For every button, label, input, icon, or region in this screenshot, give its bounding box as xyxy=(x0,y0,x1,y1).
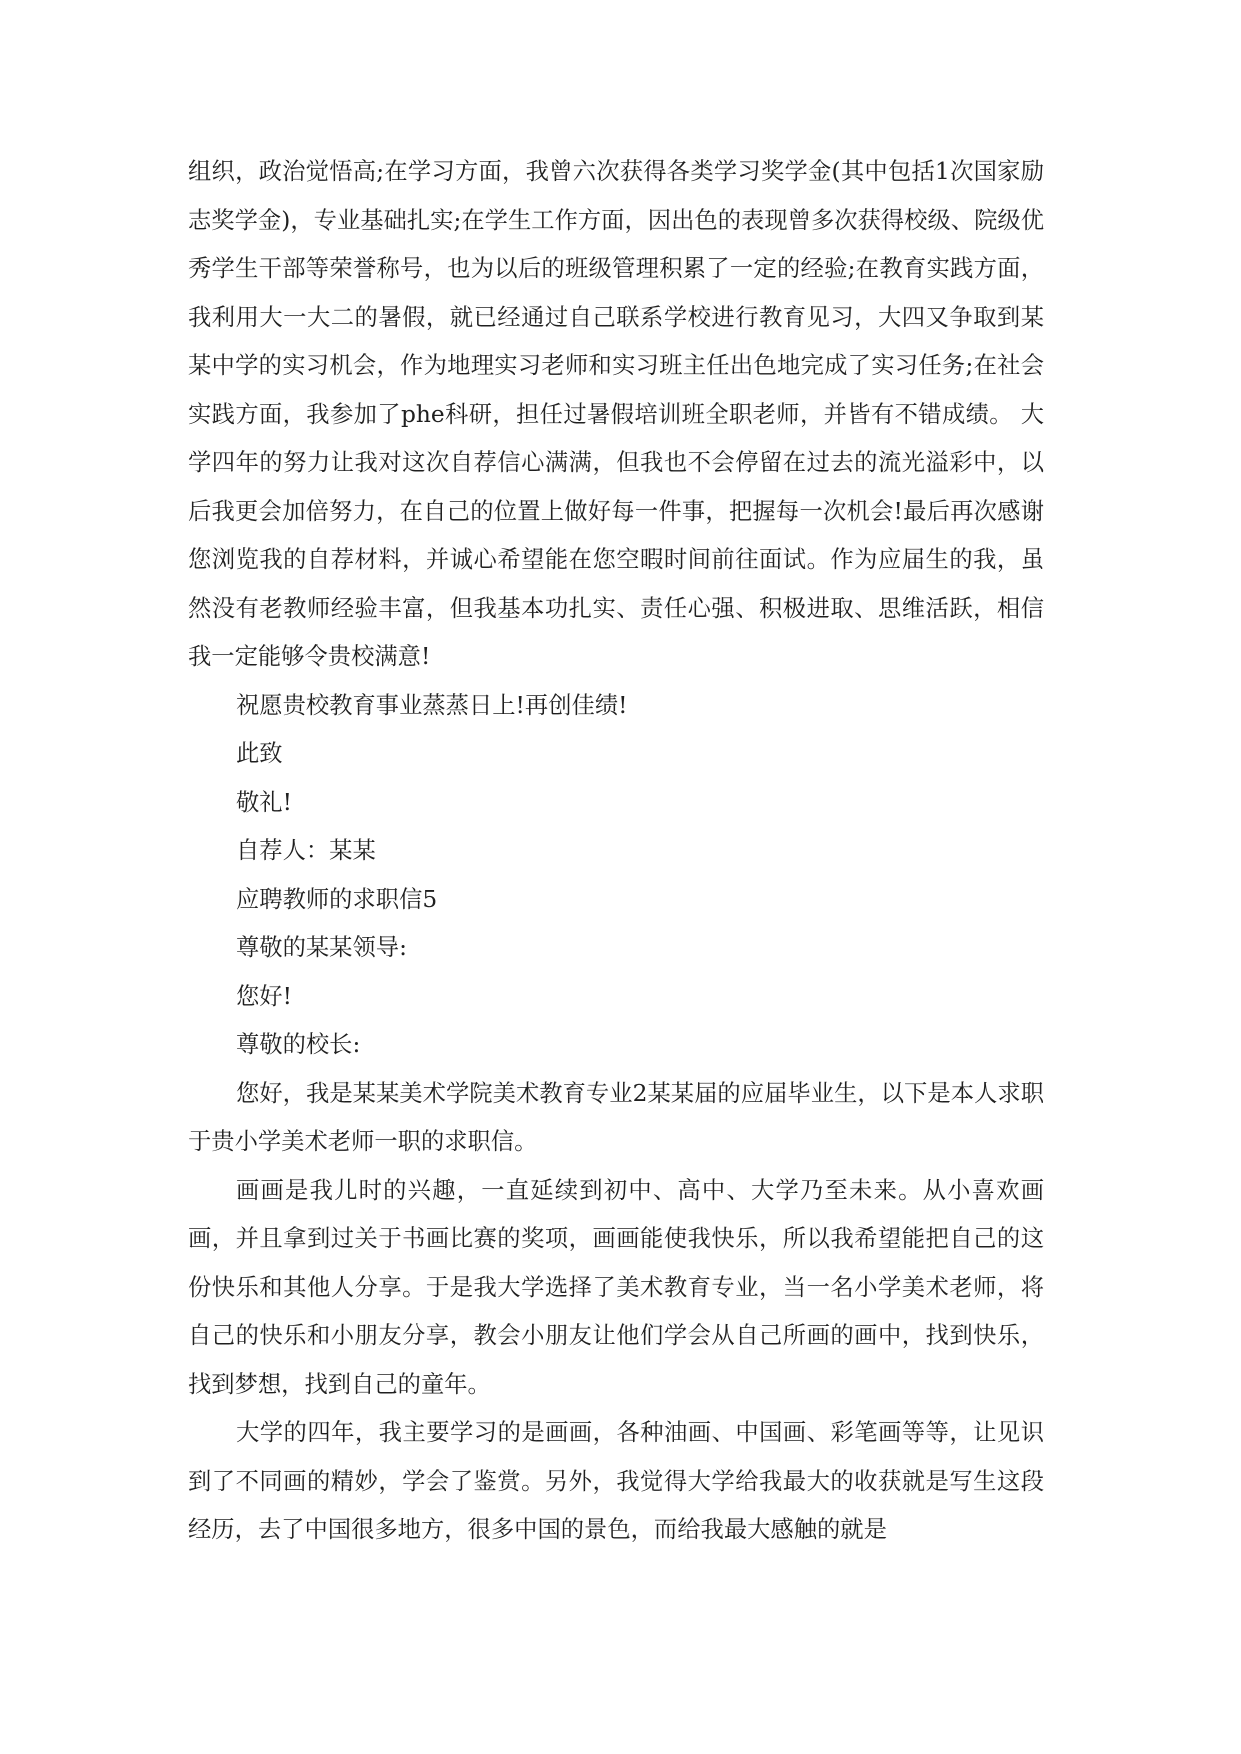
paragraph-university: 大学的四年，我主要学习的是画画，各种油画、中国画、彩笔画等等，让见识到了不同画的精妙，学会了鉴赏。另外，我觉得大学给我最大的收获就是写生这段经历，去了中国很多地方，很多中国的景色，而给我最大感触的就是 xyxy=(188,1419,1044,1543)
closing-regards: 敬礼! xyxy=(236,788,292,816)
closing-salutation: 此致 xyxy=(236,740,283,767)
greeting-hello: 您好! xyxy=(236,982,292,1010)
paragraph-self-introduction: 组织，政治觉悟高;在学习方面，我曾六次获得各类学习奖学金(其中包括1次国家励志奖学金)，专业基础扎实;在学生工作方面，因出色的表现曾多次获得校级、院级优秀学生干部等荣誉称号，也为以后的班级管理积累了一定的经验;在教育实践方面，我利用大一大二的暑假，就已经通过自己联系学校进行教育见习，大四又争取到某某中学的实习机会，作为地理实习老师和实习班主任出色地完成了实习任务;在社会实践方面，我参加了phe科研，担任过暑假培训班全职老师，并皆有不错成绩。 大学四年的努力让我对这次自荐信心满满，但我也不会停留在过去的流光溢彩中，以后我更会加倍努力，在自己的位置上做好每一件事，把握每一次机会!最后再次感谢您浏览我的自荐材料，并诚心希望能在您空暇时间前往面试。作为应届生的我，虽然没有老教师经验丰富，但我基本功扎实、责任心强、积极进取、思维活跃，相信我一定能够令贵校满意! xyxy=(188,158,1044,670)
greeting-principal: 尊敬的校长: xyxy=(236,1031,361,1058)
closing-wish: 祝愿贵校教育事业蒸蒸日上!再创佳绩! xyxy=(236,691,628,719)
greeting-leader: 尊敬的某某领导: xyxy=(236,934,407,961)
signature: 自荐人：某某 xyxy=(236,837,376,864)
document-body xyxy=(188,148,1044,1555)
paragraph-introduction: 您好，我是某某美术学院美术教育专业2某某届的应届毕业生，以下是本人求职于贵小学美术老师一职的求职信。 xyxy=(188,1079,1044,1155)
paragraph-interest: 画画是我儿时的兴趣，一直延续到初中、高中、大学乃至未来。从小喜欢画画，并且拿到过关于书画比赛的奖项，画画能使我快乐，所以我希望能把自己的这份快乐和其他人分享。于是我大学选择了美术教育专业，当一名小学美术老师，将自己的快乐和小朋友分享，教会小朋友让他们学会从自己所画的画中，找到快乐，找到梦想，找到自己的童年。 xyxy=(188,1176,1044,1398)
section-heading: 应聘教师的求职信5 xyxy=(236,885,438,913)
